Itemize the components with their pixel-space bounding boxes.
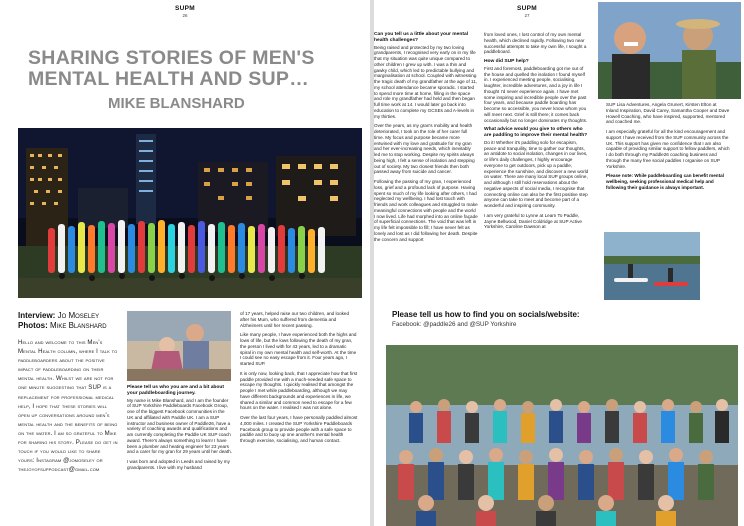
paragraph: from loved ones, I lost control of my own mental health, which declined rapidly. Following two near successful attempts to take my own life, I sought a paddleboard.: [484, 32, 587, 55]
question-who-are-you: Please tell us who you are and a bit about your paddleboarding journey.: [127, 385, 225, 396]
question-how-sup-helped: How did SUP help?: [484, 59, 529, 64]
page-number: 26: [182, 13, 188, 18]
photo-paddlers-on-water: [604, 232, 700, 300]
folio-right: [512, 6, 542, 19]
left-column-3: [240, 311, 358, 448]
socials-banner: [392, 310, 692, 354]
photo-mike-portrait: [598, 2, 741, 99]
paragraph: Like many people, I have experienced both the highs and lows of life, but the lows following the death of my gran, the person I lived with for 43 years, led to a dramatic spiral in my own mental health and self-worth. At the time I could see no easy escape from it. Four years ago, I started SUP.: [240, 332, 357, 366]
paragraph: of 17 years, helped raise our two children, and looked after his Mum, who suffered from dementia and Alzheimers until her recent passing.: [240, 311, 350, 328]
right-column-1: [374, 32, 478, 246]
paragraph: Do it! Whether it's paddling solo for escapism, peace and tranquility, time to gather our thoughts, an antidote to social isolation, changes in our lives, or life's daily challenges, I highly encourage everyone to get outdoors, pick up a paddle, experience the sunshine, and discover a new world on water. There are many local SUP groups online, and although I still hold reservations about the negative aspects of social media, I recognise that connecting online can also be the first positive step anyone can take to meet and become part of a wonderful and inspiring community.: [484, 139, 589, 209]
paragraph: I am very grateful to Lynne at Learn To Paddle, Jayne Bellwood, Daniel Coldridge at SUP Active Yorkshire, Caroline Dawson at: [484, 212, 582, 230]
medical-note: Please note: While paddleboarding can benefit mental wellbeing, seeking professional medical help and following their guidance is always important.: [606, 173, 724, 190]
question-advice: What advice would you give to others who are paddling to improve their mental health?: [484, 127, 588, 139]
left-page: [0, 0, 370, 526]
folio-left: [170, 6, 200, 19]
interview-name: Jo Moseley: [57, 311, 100, 320]
question-mental-health-challenges: Can you tell us a little about your mental health challenges?: [374, 32, 469, 43]
paragraph: It is only now, looking back, that I appreciate how that first paddle provided me with a much-needed safe space to escape my thoughts. I quickly realised that amongst the people I met while paddleboarding, although we may have different backgrounds and experiences in life, we shared a similar and common need to escape for a few hours on the water. I realised I was not alone.: [240, 370, 358, 411]
paragraph: Over the last four years, I have personally paddled almost 4,000 miles. I created the SUP Yorkshire Paddleboards Facebook group to provide people with a safe space to paddle and to buoy up one another's mental health through exercise, socialising, and human contact.: [240, 415, 358, 443]
interview-label: Interview:: [18, 311, 56, 320]
photos-name: Mike Blanshard: [50, 321, 107, 330]
article-headline: SHARING STORIES OF MEN'S MENTAL HEALTH AND SUP…: [28, 47, 315, 90]
paragraph: I am especially grateful for all the kind encouragement and support I have received from the SUP community across the UK. This support has given me confidence that I am also capable of providing similar support to fellow paddlers, which I do both through my Paddle26 coaching business and through the many free social paddles I organise on SUP Yorkshire.: [606, 129, 730, 169]
photo-group-of-paddlers: [386, 345, 738, 526]
paragraph: First and foremost, paddleboarding got me out of the house and quelled the isolation I found myself in. I experienced meeting people, socialising, laughter, incredible adventures, and a joy in life I thought I'd never experience again. I have met some inspiring and incredible people over the past four years, and because paddle boarding has become so accessible, you never know whom you will meet next. Grief is still there; it comes back occasionally but no longer dominates my thoughts.: [484, 65, 588, 123]
paragraph: Being raised and protected by my two loving grandparents, I recognised very early on in my life that my situation was quite unique compared to other children I grew up with. I was a thin and gawky child, which led to predictable bullying and marginalisation at school. Coupled with witnessing the tragic death of my grandfather at the age of 11, my school attendance became sporadic. I started to spend more time at home, filling in the space and role my grandfather had held and then began full time work at 14. I would later go back into education to complete my GCSEs and A-levels in my thirties.: [374, 44, 478, 119]
intro-paragraph: Hello and welcome to this Men's Mental Health column, where I talk to paddleboarders about the positive impact of paddleboarding on their mental health. Whilst we are not for one minute suggesting that SUP is a replacement for professional medical help, I hope that these stories will open up conversations around men's mental health and the benefits of being on the water. I am so grateful to Mike for sharing his story. Please do get in touch if you would like to share yours: Instagram @jomoseley or thejoyofsuppodcast@gmail.com: [18, 339, 118, 474]
paragraph: SUP Lisa Adventures, Angela Grunert, Kirsten Elton at Inland Inspiration, David Carey, Samantha Cooper and Dave Howell Coaching, who have inspired, supported, mentored and coached me.: [606, 102, 730, 125]
magazine-brand: SUPM: [517, 5, 537, 12]
page-number: 27: [524, 13, 530, 18]
paragraph: Over the years, as my gran's mobility and health deteriorated, I took on the role of her carer full time. My focus and purpose became more entwined with my love and gratitude for my gran and her ever-increasing needs, which inevitably led me to stop working. Despite my spirits always being high, I felt a sense of isolation and stepping out of society. My two closest friends then both passed away from suicide and cancer.: [374, 123, 475, 175]
left-column-2: [127, 385, 232, 475]
socials-title: Please tell us how to find you on socials/website:: [392, 310, 580, 319]
paragraph: I was born and adopted in Leeds and raised by my grandparents. I live with my husband: [127, 459, 230, 470]
hero-photo-night-paddleboards: [18, 128, 362, 298]
right-column-3: [606, 102, 730, 195]
paragraph: My name is Mike Blanshard, and I am the founder of SUP Yorkshire Paddleboards Facebook Group, one of the biggest Facebook communities in the UK and affiliated with Paddle UK. I am a SUP instructor and business owner of Paddle26, have a variety of coaching awards and qualifications and am currently completing the Paddle UK SUP coach award. There's always something to learn! I have been a plumber and heating engineer for 23 years and a carer for my gran for 29 years until her death.: [127, 397, 232, 455]
right-column-2: [484, 32, 590, 234]
magazine-brand: SUPM: [175, 5, 195, 12]
article-credits: [18, 311, 107, 331]
paragraph: Following the passing of my gran, I experienced loss, grief and a profound lack of purpose. Having spent so much of my life looking after others, I had neglected my wellbeing. I had lost touch with friends and work colleagues and struggled to make meaningful connections with people and the world I now lived. Life had morphed into an online façade of superficial connections. The void that was left in my life felt impossible to fill; I have never felt as lonely and lost as I did following her death. Despite the concern and support: [374, 179, 478, 242]
socials-links: Facebook: @paddle26 and @SUP Yorkshire: [392, 321, 517, 328]
photos-label: Photos:: [18, 321, 48, 330]
photo-carer-with-gran: [127, 311, 231, 381]
article-byline: MIKE BLANSHARD: [108, 95, 245, 112]
